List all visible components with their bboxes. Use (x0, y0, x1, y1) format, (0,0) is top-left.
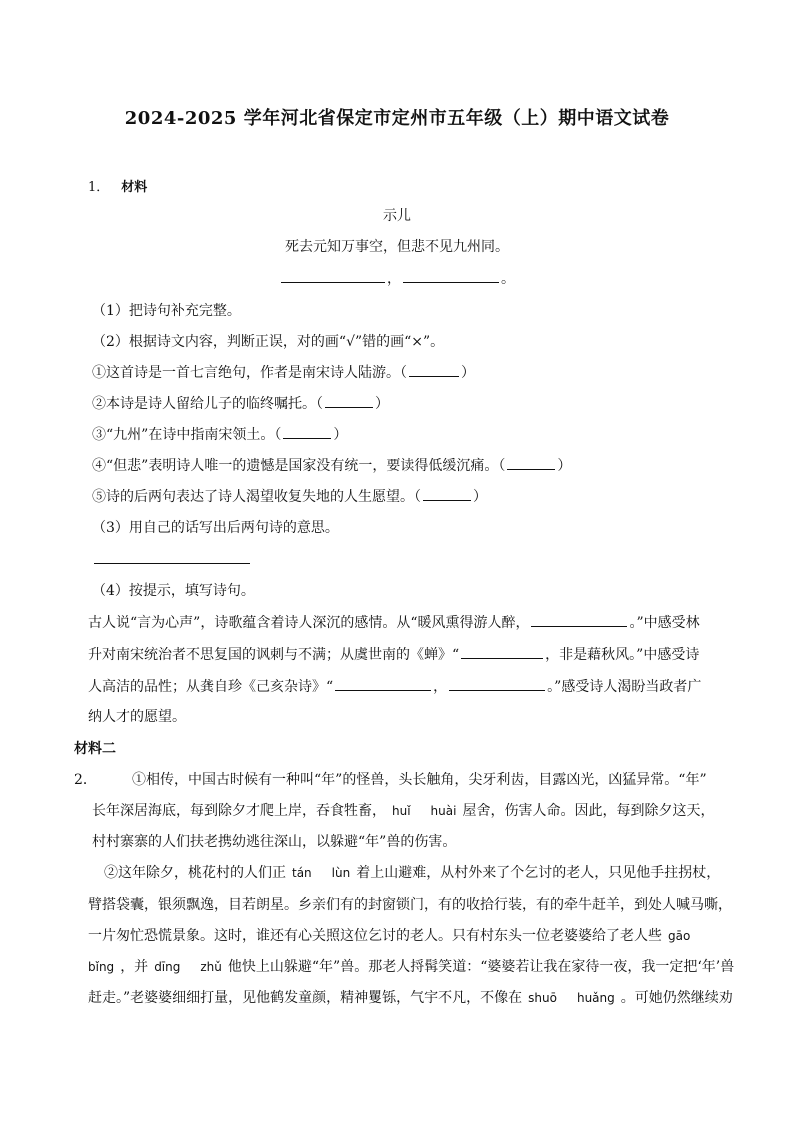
story-line (88, 925, 718, 945)
sub-question-1: （1）把诗句补充完整。 (92, 303, 241, 319)
poem-blank-line (0, 268, 794, 288)
answer-blank[interactable] (531, 625, 627, 627)
judge-item-text: ②本诗是诗人留给儿子的临终嘱托。（ (92, 396, 323, 412)
judge-item (92, 424, 347, 444)
punctuation: ） (461, 365, 475, 381)
answer-blank[interactable] (335, 689, 431, 691)
story-line (104, 862, 734, 882)
question-label: 材料 (121, 180, 148, 195)
paragraph-text: 古人说“言为心声”，诗歌蕴含着诗人深沉的感情。从“暖风熏得游人醉， (88, 615, 530, 631)
answer-line (92, 552, 252, 568)
pinyin: gāo (668, 929, 691, 943)
pinyin: lùn (331, 866, 351, 880)
fill-paragraph-line (88, 676, 718, 696)
pinyin: huài (430, 804, 457, 818)
question-number: 2． (74, 772, 97, 788)
answer-blank[interactable] (449, 689, 545, 691)
judge-item (92, 393, 389, 413)
pinyin: zhǔ (200, 960, 222, 974)
section-heading: 材料二 (74, 741, 116, 757)
story-text: 。可她仍然继续劝 (620, 990, 733, 1006)
punctuation: ） (473, 489, 487, 505)
story-line (92, 800, 722, 820)
answer-blank[interactable] (283, 437, 331, 439)
story-line: 村村寨寨的人们扶老携幼逃往深山，以躲避“年”兽的伤害。 (92, 834, 457, 850)
story-text: ①相传，中国古时候有一种叫“年”的怪兽，头长触角，尖牙利齿，目露凶光，凶猛异常。“年” (132, 772, 707, 788)
story-line (74, 769, 718, 789)
question-1-heading (88, 176, 147, 195)
punctuation: ） (375, 396, 389, 412)
punctuation: ， (387, 271, 401, 287)
story-text: ②这年除夕，桃花村的人们正 (104, 865, 286, 881)
paragraph-text: ，非是藉秋风。”中感受诗 (545, 647, 700, 663)
poem-title: 示儿 (383, 208, 411, 224)
punctuation: ） (333, 427, 348, 443)
answer-blank[interactable] (403, 281, 499, 283)
judge-item-text: ①这首诗是一首七言绝句，作者是南宋诗人陆游。（ (92, 365, 407, 381)
pinyin: huǎng (576, 991, 615, 1005)
judge-item (92, 362, 475, 382)
pinyin: dīng (154, 960, 181, 974)
paragraph-text: 人高洁的品性；从龚自珍《己亥杂诗》“ (88, 679, 334, 695)
paragraph-text: 升对南宋统治者不思复国的讽刺与不满；从虞世南的《蝉》“ (88, 647, 460, 663)
answer-blank[interactable] (325, 406, 373, 408)
answer-blank[interactable] (507, 468, 555, 470)
story-line (88, 987, 733, 1007)
sub-question-3: （3）用自己的话写出后两句诗的意思。 (92, 520, 339, 536)
poem-line: 死去元知万事空，但悲不见九州同。 (285, 239, 509, 255)
fill-paragraph-line (88, 644, 718, 664)
story-line: 臂搭袋囊，银须飘逸，目若朗星。乡亲们有的封窗锁门，有的收拾行装，有的牵牛赶羊，到处人喊马嘶， (88, 897, 732, 913)
story-text: 长年深居海底，每到除夕才爬上岸，吞食牲畜， (92, 803, 386, 819)
story-text: 他快上山躲避“年”兽。那老人捋髯笑道：“婆婆若让我在家待一夜，我一定把‘年’兽 (227, 959, 735, 975)
question-number: 1． (88, 180, 110, 195)
judge-item (92, 455, 571, 475)
judge-item (92, 486, 487, 506)
fill-paragraph-line: 纳人才的愿望。 (88, 709, 186, 725)
story-line (88, 956, 735, 976)
judge-item-text: ④“但悲”表明诗人唯一的遗憾是国家没有统一，要读得低缓沉痛。（ (92, 458, 506, 474)
sub-question-2: （2）根据诗文内容，判断正误，对的画“√”错的画“×”。 (92, 334, 445, 350)
answer-blank[interactable] (423, 499, 471, 501)
fill-paragraph-line (88, 612, 718, 632)
story-text: 着上山避难，从村外来了个乞讨的老人，只见他手拄拐杖， (356, 865, 721, 881)
pinyin: bǐng (88, 960, 115, 974)
page-title: 2024-2025 学年河北省保定市定州市五年级（上）期中语文试卷 (124, 108, 670, 129)
story-text: ，并 (120, 959, 149, 975)
story-text: 屋舍，伤害人命。因此，每到除夕这天， (462, 803, 715, 819)
answer-blank[interactable] (94, 562, 250, 564)
sub-question-4: （4）按提示，填写诗句。 (92, 583, 255, 599)
paragraph-text: ， (433, 679, 448, 695)
pinyin: huǐ (392, 804, 411, 818)
judge-item-text: ③“九州”在诗中指南宋领土。（ (92, 427, 282, 443)
punctuation: 。 (501, 271, 515, 287)
pinyin: tán (292, 866, 312, 880)
story-text: 一片匆忙恐慌景象。这时，谁还有心关照这位乞讨的老人。只有村东头一位老婆婆给了老人些 (88, 928, 662, 944)
story-text: 赶走。”老婆婆细细打量，见他鹤发童颜，精神矍铄，气宇不凡，不像在 (88, 990, 523, 1006)
answer-blank[interactable] (461, 657, 543, 659)
judge-item-text: ⑤诗的后两句表达了诗人渴望收复失地的人生愿望。（ (92, 489, 421, 505)
answer-blank[interactable] (281, 281, 385, 283)
paragraph-text: 。”感受诗人渴盼当政者广 (547, 679, 702, 695)
punctuation: ） (557, 458, 572, 474)
answer-blank[interactable] (409, 375, 459, 377)
pinyin: shuō (528, 991, 557, 1005)
paragraph-text: 。”中感受林 (629, 615, 700, 631)
